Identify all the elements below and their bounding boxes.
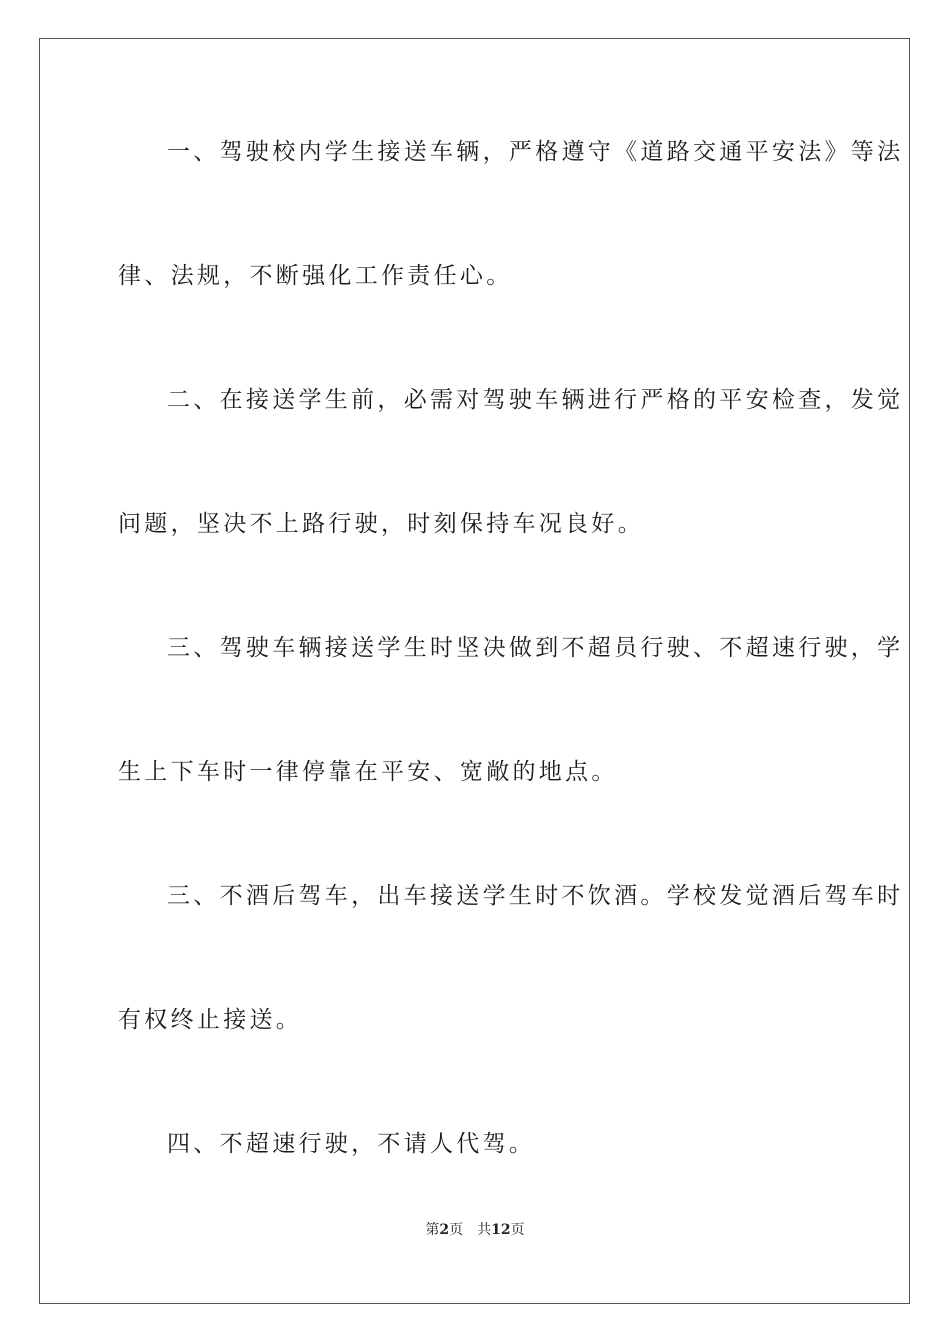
paragraph-2-line-1: 二、在接送学生前，必需对驾驶车辆进行严格的平安检查，发觉 xyxy=(167,387,904,413)
paragraph-1-line-1: 一、驾驶校内学生接送车辆，严格遵守《道路交通平安法》等法 xyxy=(167,139,904,165)
page-prefix: 第 xyxy=(425,1222,440,1238)
page-number: 2 xyxy=(439,1222,450,1238)
total-pages: 12 xyxy=(491,1222,511,1238)
paragraph-3-line-1: 三、驾驶车辆接送学生时坚决做到不超员行驶、不超速行驶，学 xyxy=(167,635,904,661)
paragraph-4-line-1: 三、不酒后驾车，出车接送学生时不饮酒。学校发觉酒后驾车时 xyxy=(167,883,904,909)
page-suffix: 页 xyxy=(449,1222,464,1238)
total-prefix: 共 xyxy=(477,1222,492,1238)
page-footer xyxy=(0,1219,950,1239)
paragraph-3-line-2: 生上下车时一律停靠在平安、宽敞的地点。 xyxy=(118,759,618,785)
paragraph-4-line-2: 有权终止接送。 xyxy=(118,1007,303,1033)
paragraph-5-line-1: 四、不超速行驶，不请人代驾。 xyxy=(167,1131,536,1157)
page-border xyxy=(39,38,910,1304)
total-suffix: 页 xyxy=(510,1222,525,1238)
paragraph-2-line-2: 问题，坚决不上路行驶，时刻保持车况良好。 xyxy=(118,511,644,537)
paragraph-1-line-2: 律、法规，不断强化工作责任心。 xyxy=(118,263,513,289)
